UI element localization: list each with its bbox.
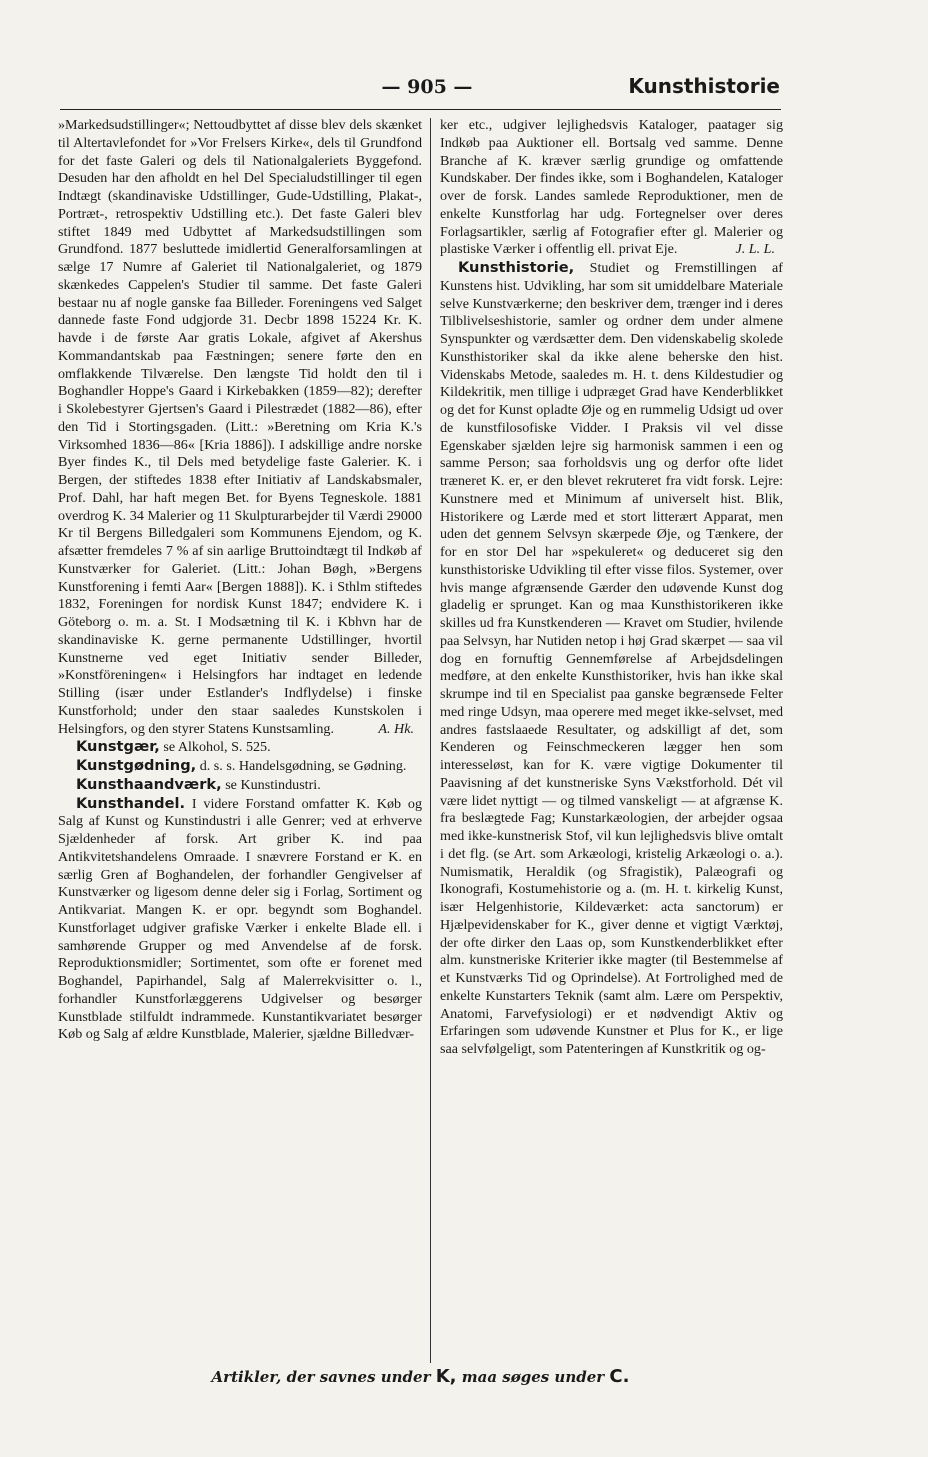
footer-text: maa søges under bbox=[456, 1368, 610, 1386]
entry-kunsthandel bbox=[58, 795, 422, 1045]
left-column bbox=[58, 117, 422, 1363]
article-continuation bbox=[58, 117, 422, 738]
headword: Kunsthaandværk, bbox=[76, 775, 222, 793]
author-signature: A. Hk. bbox=[378, 720, 414, 737]
footer-text: Artikler, der savnes under bbox=[211, 1368, 436, 1386]
footer-letter-c: C. bbox=[609, 1366, 630, 1387]
footer-note bbox=[60, 1366, 781, 1387]
headword: Kunsthistorie, bbox=[458, 259, 575, 276]
right-column bbox=[440, 117, 783, 1363]
column-divider bbox=[430, 118, 431, 1363]
entry-kunsthistorie bbox=[440, 259, 783, 1059]
running-head: Kunsthistorie bbox=[628, 74, 780, 98]
page-number: — 905 — bbox=[381, 76, 473, 98]
paragraph-text: ker etc., udgiver lejlighedsvis Kataloger, paatager sig Indkøb paa Auktioner ell. Bortsalg ved samme. Denne Branche af K. kræver særlig grundige og omfattende Kundskaber. Der findes ikke, som i Boghandelen, Kataloger over de forsk. Landes samlede Reproduktioner, men de enkelte Kunstforlag har udg. Fortegnelser over deres Forlagsartikler, særlig af Fotografier efter gl. Malerier og plastiske Værker i offentlig ell. privat Eje. bbox=[440, 117, 783, 258]
entry-kunstgaer bbox=[58, 738, 422, 757]
entry-text: d. s. s. Handelsgødning, se Gødning. bbox=[196, 758, 407, 774]
headword: Kunstgødning, bbox=[76, 757, 197, 774]
headword: Kunstgær, bbox=[76, 738, 160, 756]
entry-text: I videre Forstand omfatter K. Køb og Salg af Kunst og Kunstindustri i alle Genrer; ved at erhverve Sjældenheder af forsk. Art griber K. ind paa Antikvitetshandelens Omraade. I snævrere Forstand er K. en særlig Gren af Boghandelen, der forhandler Gengivelser af Kunstværker og ligesom denne deler sig i Forlag, Sortiment og Antikvariat. Mangen K. er opr. begyndt som Boghandel. Kunstforlaget udgiver grafiske Værker i enkelte Blade ell. i samhørende Grupper og med Anvendelse af de forsk. Reproduktionsmidler; Sortimentet, som ofte er forenet med Boghandel, Papirhandel, Salg af Malerrekvisitter o. l., forhandler Kunstforlæggerens Udgivelser og besørger Kunstblade stilfuldt indrammede. Kunstantikvariatet besørger Køb og Salg af ældre Kunstblade, Malerier, sjældne Billedvær- bbox=[58, 795, 422, 1043]
entry-kunsthaandvaerk bbox=[58, 776, 422, 795]
entry-text: Studiet og Fremstillingen af Kunstens hist. Udvikling, har som sit umiddelbare Materiale selve Kunstværkerne; den beskriver dem, trænger ind i deres Tilblivelseshistorie, samler og ordner dem under almene Synspunkter og værdsætter dem. Den videnskabelig skolede Kunsthistoriker skal da ikke alene beherske den hist. Videnskabs Metode, saaledes m. H. t. dens Kildestudier og Kildekritik, men tillige i udpræget Grad have Kenderblikket og det for Kunst opladte Øje og en rummelig Udsigt ud over de kunstfilosofiske Vidder. I Praksis vil vel disse Egenskaber sjælden lejre sig harmonisk sammen i een og samme Person; saa forholdsvis ung og derfor ofte lidet træneret K. er, er den blevet rekruteret fra vidt forsk. Lejre: Kunstnere med et Minimum af universelt hist. Blik, Historikere og Lærde med et stort litterært Apparat, men uden det gennem Selvsyn skærpede Øje, og Tænkere, der for en stor Del har »spekuleret« og deduceret sig den kunsthistoriske Udvikling til efter visse filos. Systemer, over hvis mange afgrænsende Gærder den udøvende Kunst dog gladelig er sprunget. Kan og maa Kunsthistorikeren ikke skilles ud fra Kunstkenderen — Kravet om Studier, hvilende paa Selvsyn, har Nutiden netop i høj Grad skærpet — saa vil dog en fornuftig Gennemførelse af Arbejdsdelingen medføre, at den enkelte Kunsthistoriker, hvis han ikke skal skrumpe ind til en Specialist paa ganske begrænsede Felter med ringe Udsyn, maa operere med meget ikke-selvset, med andres fastslaaede Resultater, og adskilligt af det, som Kenderen og Feinschmeckeren lægger hen som interesseløst, kan for K. være vigtige Dokumenter til Paavisning af det kunstneriske Syns Vækstforhold. Dét vil være lidet nyttigt — og tilmed vanskeligt — at afgrænse K. fra beslægtede Fag; Kunstarkæologien, der arbejder ogsaa med ikke-kunstnerisk Stof, vil kun lejlighedsvis blive omtalt i det flg. (se Art. som Arkæologi, kristelig Arkæologi o. a.). Numismatik, Heraldik (og Sfragistik), Palæografi og Ikonografi, Kostumehistorie og a. (m. H. t. kirkelig Kunst, især Helgenhistorie, Kildeværket: acta sanctorum) er Hjælpevidenskaber for K., giver denne et vigtigt Værktøj, der ofte dirker den Laas op, som Kunstkenderblikket efter alm. kunstneriske Kriterier ikke magter (til Bestemmelse af et Kunstværks Tid og Oprindelse). At Fortrolighed med de enkelte Kunstarters Teknik (samt alm. Lære om Perspektiv, Anatomi, Farvefysiologi) er et nødvendigt Aktiv og Erfaringen som udøvende Kunstner et Plus for K., er lige saa selvfølgeligt, som Patenteringen af Kunstkritik og og- bbox=[440, 260, 783, 1057]
headword: Kunsthandel. bbox=[76, 794, 186, 812]
footer-letter-k: K, bbox=[435, 1366, 457, 1387]
header-rule bbox=[60, 109, 781, 110]
entry-text: se Alkohol, S. 525. bbox=[159, 739, 271, 756]
paragraph-text: »Markedsudstillinger«; Nettoudbyttet af disse blev dels skænket til Altertavlefondet for »Vor Frelsers Kirke«, dels til Grundfond for det faste Galeri og dels til Nationalgaleriets Byggefond. Desuden har den afholdt en hel Del Specialudstillinger til egen Indtægt (skandinaviske Udstillinger, Gude-Udstilling, Plakat-, Portræt-, retrospektiv Udstilling etc.). Det faste Galeri blev stiftet 1849 med Udbyttet af Markedsudstillingen som Grundfond. 1877 besluttede imidlertid Generalforsamlingen at sælge 17 Numre af Galeriet til Nationalgaleriet, og 1879 skænkedes Cappelen's Studier til samme. Det faste Galeri bestaar nu af nogle ganske faa Billeder. Foreningens ved Salget dannede faste Fond udgjorde 31. Decbr 1898 15224 Kr. K. havde i de første Aar gratis Lokale, afgivet af Akershus Kommandantskab paa Fæstningen; senere førte den en omflakkende Tilværelse. Den længste Tid holdt den til i Boghandler Hoppe's Gaard i Kirkebakken (1859—82); derefter i Skolebestyrer Gjertsen's Gaard i Pilestrædet (1882—86), efter den Tid i Stortingsgaden. (Litt.: »Beretning om Kria K.'s Virksomhed 1836—86« [Kria 1886]). I adskillige andre norske Byer findes K., til Dels med betydelige faste Galerier. K. i Bergen, der stiftedes 1838 efter Initiativ af Landskabsmaler, Prof. Dahl, har haft megen Bet. for Byens Tegneskole. 1881 overdrog K. 34 Malerier og 11 Skulpturarbejder til Værdi 29000 Kr til Bergens Billedgaleri som Kommunens Ejendom, og K. afsætter fremdeles 7 % af sin aarlige Bruttoindtægt til Indkøb af Kunstværker for Galeriet. (Litt.: Johan Bøgh, »Bergens Kunstforening i femti Aar« [Bergen 1888]). K. i Sthlm stiftedes 1832, Foreningen for nordisk Kunst 1847; endvidere K. i Göteborg o. m. a. St. I Modsætning til K. i Kbhvn har de skandinaviske K. gerne permanente Udstillinger, hvortil Kunstnerne ved eget Initiativ sender Billeder, »Konstföreningen« i Helsingfors har indtaget en ledende Stilling (især under Estlander's Indflydelse) i finske Kunstforhold; under den staar saaledes Kunstskolen i Helsingfors, og den styrer Statens Kunstsamling. bbox=[58, 117, 422, 737]
author-signature: J. L. L. bbox=[735, 241, 775, 258]
entry-text: se Kunstindustri. bbox=[221, 776, 321, 793]
article-continuation bbox=[440, 117, 783, 259]
entry-kunstgodning bbox=[58, 757, 422, 776]
